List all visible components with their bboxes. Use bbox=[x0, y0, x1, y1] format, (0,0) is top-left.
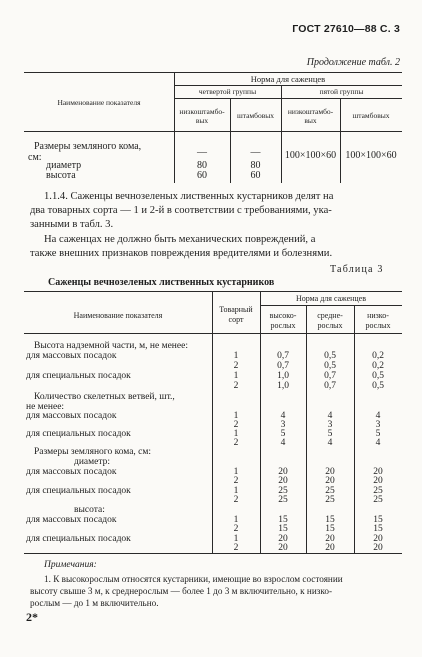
table3-cell-low: 25 bbox=[373, 495, 383, 505]
table2-dash-2: — bbox=[250, 147, 261, 158]
table3-cell-mid: 4 bbox=[327, 438, 333, 448]
table2-height-std: 60 bbox=[250, 170, 261, 181]
table3-col-high-2: рослых bbox=[270, 321, 296, 330]
table2-diam-low: 80 bbox=[197, 160, 207, 171]
table3-col-low-1: низко- bbox=[367, 311, 389, 320]
table3-cell-high: 0,7 bbox=[277, 361, 289, 371]
table3-branches-mass: для массовых посадок bbox=[26, 411, 117, 421]
table3-cell-mid: 0,7 bbox=[324, 371, 336, 381]
table3-cell-mid: 3 bbox=[327, 420, 333, 430]
table3-cell-low: 20 bbox=[373, 467, 383, 477]
table3-col-mid-1: средне- bbox=[317, 311, 343, 320]
table3-cell-low: 15 bbox=[373, 515, 383, 525]
table3-diam-mass: для массовых посадок bbox=[26, 467, 117, 477]
table3-cell-low: 0,5 bbox=[372, 371, 384, 381]
table3-cell-low: 0,2 bbox=[372, 351, 384, 361]
table3-branches-spec: для специальных посадок bbox=[26, 429, 131, 439]
table3-section-branches-2: не менее: bbox=[26, 402, 65, 412]
table3-cell-sort: 1 bbox=[233, 411, 239, 421]
table3-cell-sort: 1 bbox=[233, 534, 239, 544]
table2-dash-1: — bbox=[197, 147, 207, 158]
document-code: ГОСТ 27610—88 С. 3 bbox=[292, 23, 400, 35]
table3-cell-mid: 4 bbox=[327, 411, 333, 421]
table3-cell-high: 3 bbox=[280, 420, 286, 430]
table3-cell-mid: 20 bbox=[325, 534, 335, 544]
table3-h-spec: для специальных посадок bbox=[26, 534, 131, 544]
notes-title: Примечания: bbox=[44, 560, 97, 570]
table3-cell-low: 15 bbox=[373, 524, 383, 534]
table2-g5-std: 100×100×60 bbox=[345, 150, 397, 161]
table3-cell-high: 20 bbox=[278, 467, 288, 477]
table3-cell-sort: 2 bbox=[233, 381, 239, 391]
table2-g5-low: 100×100×60 bbox=[284, 150, 337, 161]
table2-group4: четвертой группы bbox=[198, 87, 257, 96]
table3-cell-high: 20 bbox=[278, 476, 288, 486]
para2-line2: также внешних признаков повреждения вредителями и болезнями. bbox=[30, 248, 333, 259]
table2-norm-header: Норма для саженцев bbox=[250, 74, 326, 84]
table3-cell-high: 1,0 bbox=[277, 371, 289, 381]
table3-cell-low: 4 bbox=[375, 438, 381, 448]
table3-cell-mid: 0,7 bbox=[324, 381, 336, 391]
table3-cell-low: 25 bbox=[373, 486, 383, 496]
table3-height-spec: для специальных посадок bbox=[26, 371, 131, 381]
table3-section-ball: Размеры земляного кома, см: bbox=[34, 447, 152, 457]
table3-col-low-2: рослых bbox=[365, 321, 391, 330]
table2-row-label: Размеры земляного кома, bbox=[34, 141, 142, 152]
table2-group5: пятой группы bbox=[319, 87, 364, 96]
table3-col-high-1: высоко- bbox=[269, 311, 297, 320]
table2-row-height: высота bbox=[46, 170, 76, 181]
table2-sub2: штамбовых bbox=[236, 111, 275, 120]
table3-h-mass: для массовых посадок bbox=[26, 515, 117, 525]
table3-section-height: Высота надземной части, м, не менее: bbox=[34, 341, 188, 351]
table3-cell-sort: 2 bbox=[233, 543, 239, 553]
notes-line1: 1. К высокорослым относятся кустарники, имеющие во взрослом состоянии bbox=[44, 574, 343, 584]
table3-cell-sort: 2 bbox=[233, 524, 239, 534]
para1-line3: занными в табл. 3. bbox=[30, 219, 114, 230]
para1-line1: 1.1.4. Саженцы вечнозеленых лиственных кустарников делят на bbox=[44, 191, 334, 202]
table3-cell-sort: 1 bbox=[233, 351, 239, 361]
table3-cell-low: 20 bbox=[373, 476, 383, 486]
table3-height-mass: для массовых посадок bbox=[26, 351, 117, 361]
table2-row-label-cm: см: bbox=[28, 152, 42, 163]
table3-cell-low: 0,5 bbox=[372, 381, 384, 391]
table3-cell-high: 5 bbox=[280, 429, 286, 439]
table3-norm-header: Норма для саженцев bbox=[295, 294, 367, 303]
table3-cell-mid: 20 bbox=[325, 543, 335, 553]
table3-col-name: Наименование показателя bbox=[73, 311, 163, 320]
table3-cell-mid: 15 bbox=[325, 515, 335, 525]
table3-col-sort-1: Товарный bbox=[219, 305, 253, 314]
table3-cell-mid: 20 bbox=[325, 467, 335, 477]
table2-height-low: 60 bbox=[197, 170, 207, 181]
table3-cell-sort: 2 bbox=[233, 420, 239, 430]
notes-line3: рослым — до 1 м включительно. bbox=[30, 598, 159, 608]
table2-sub3b: вых bbox=[304, 116, 317, 125]
table3-cell-low: 20 bbox=[373, 534, 383, 544]
table3-cell-low: 5 bbox=[375, 429, 381, 439]
table2-sub1: низкоштамбо- bbox=[179, 107, 225, 116]
table3-cell-sort: 2 bbox=[233, 495, 239, 505]
table3-cell-low: 20 bbox=[373, 543, 383, 553]
table3-cell-sort: 1 bbox=[233, 429, 239, 439]
table3-cell-mid: 25 bbox=[325, 486, 335, 496]
table3-cell-sort: 1 bbox=[233, 515, 239, 525]
table3-cell-high: 1,0 bbox=[277, 381, 289, 391]
table3-col-mid-2: рослых bbox=[317, 321, 343, 330]
table3-cell-high: 25 bbox=[278, 495, 288, 505]
table3-cell-high: 20 bbox=[278, 543, 288, 553]
table3-cell-mid: 25 bbox=[325, 495, 335, 505]
table3-cell-mid: 15 bbox=[325, 524, 335, 534]
table2-sub1b: вых bbox=[195, 116, 209, 125]
table3-cell-sort: 2 bbox=[233, 361, 239, 371]
table3-cell-high: 4 bbox=[280, 411, 286, 421]
table3-diam-spec: для специальных посадок bbox=[26, 486, 131, 496]
table3-cell-mid: 5 bbox=[327, 429, 333, 439]
table3-cell-low: 3 bbox=[375, 420, 381, 430]
table3-cell-sort: 1 bbox=[233, 467, 239, 477]
table3-cell-high: 15 bbox=[278, 524, 288, 534]
table3-cell-low: 0,2 bbox=[372, 361, 384, 371]
table2-sub3: низкоштамбо- bbox=[287, 107, 334, 116]
table3-section-branches: Количество скелетных ветвей, шт., bbox=[34, 392, 175, 402]
table2-sub4: штамбовых bbox=[352, 111, 390, 120]
table3-cell-high: 15 bbox=[278, 515, 288, 525]
table2-diam-std: 80 bbox=[250, 160, 261, 171]
table3-cell-high: 4 bbox=[280, 438, 286, 448]
table-continuation-label: Продолжение табл. 2 bbox=[306, 57, 400, 68]
table3-cell-sort: 2 bbox=[233, 476, 239, 486]
table2-col-name: Наименование показателя bbox=[57, 98, 141, 107]
table2-row-diameter: диаметр bbox=[46, 160, 82, 171]
table3-title: Саженцы вечнозеленых лиственных кустарников bbox=[48, 277, 275, 288]
table3-cell-sort: 1 bbox=[233, 486, 239, 496]
table3-col-sort-2: сорт bbox=[228, 315, 244, 324]
table3-cell-high: 0,7 bbox=[277, 351, 289, 361]
table3-cell-sort: 2 bbox=[233, 438, 239, 448]
notes-line2: высоту свыше 3 м, к среднерослым — более 1 до 3 м включительно, к низко- bbox=[30, 586, 333, 596]
para1-line2: два товарных сорта — 1 и 2-й в соответствии с требованиями, ука- bbox=[30, 205, 332, 216]
table3-cell-sort: 1 bbox=[233, 371, 239, 381]
table3-cell-high: 25 bbox=[278, 486, 288, 496]
table3-cell-mid: 0,5 bbox=[324, 361, 336, 371]
table3-cell-mid: 20 bbox=[325, 476, 335, 486]
table3-cell-high: 20 bbox=[278, 534, 288, 544]
table3-cell-low: 4 bbox=[375, 411, 381, 421]
page-number: 2* bbox=[26, 610, 38, 624]
para2-line1: На саженцах не должно быть механических повреждений, а bbox=[44, 234, 316, 245]
table3-ball-diameter: диаметр: bbox=[74, 457, 111, 467]
table3-cell-mid: 0,5 bbox=[324, 351, 336, 361]
table3-ball-height: высота: bbox=[74, 505, 105, 515]
table3-label: Таблица 3 bbox=[330, 264, 384, 275]
